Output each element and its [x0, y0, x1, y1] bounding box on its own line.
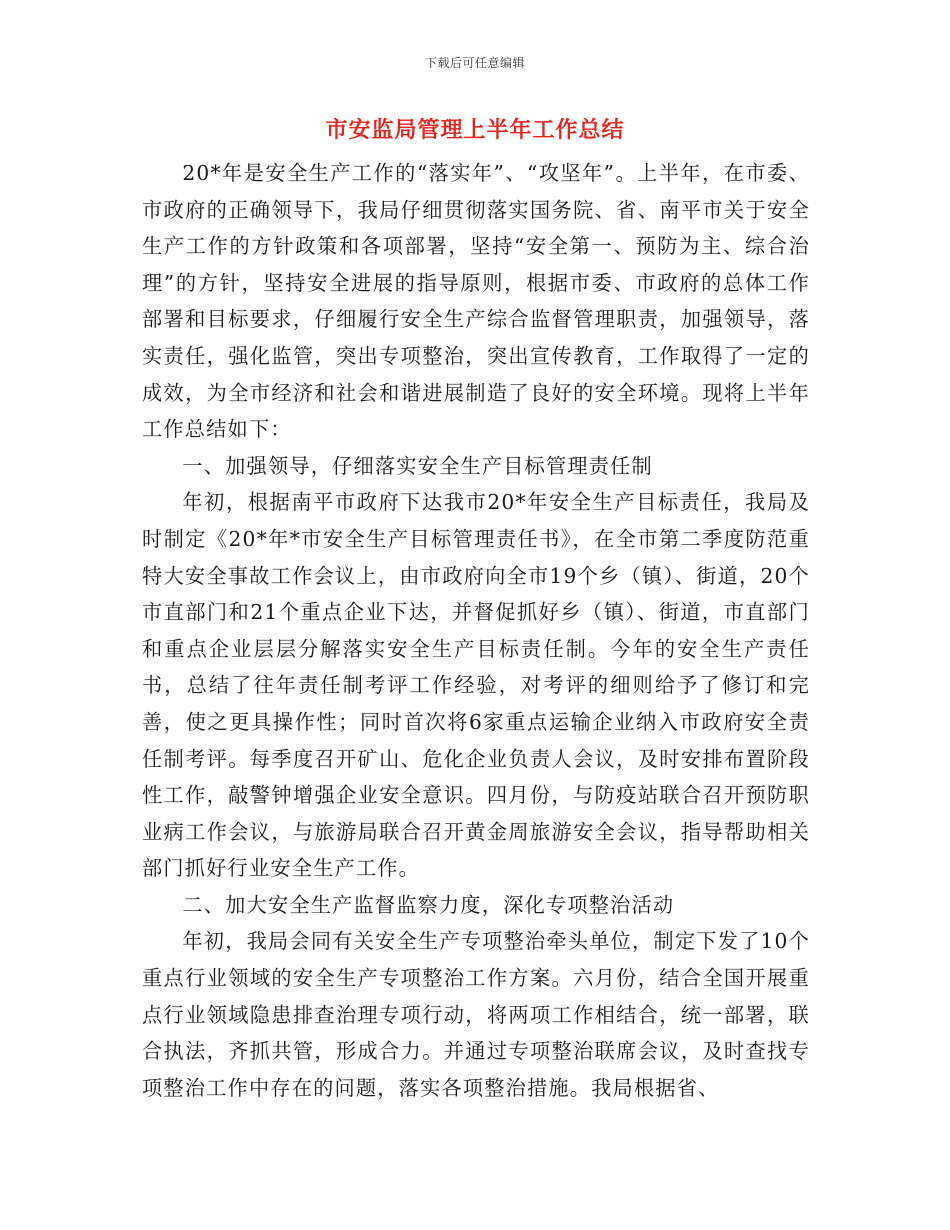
- document-title: 市安监局管理上半年工作总结: [325, 118, 625, 143]
- paragraph-intro: 20*年是安全生产工作的“落实年”、“攻坚年”。上半年，在市委、市政府的正确领导下，我局仔细贯彻落实国务院、省、南平市关于安全生产工作的方针政策和各项部署，坚持“安全第一、预防为主、综合治理”的方针，坚持安全进展的指导原则，根据市委、市政府的总体工作部署和目标要求，仔细履行安全生产综合监督管理职责，加强领导，落实责任，强化监管，突出专项整治，突出宣传教育，工作取得了一定的成效，为全市经济和社会和谐进展制造了良好的安全环境。现将上半年工作总结如下：: [142, 161, 810, 442]
- section-heading-2: 二、加大安全生产监督监察力度，深化专项整治活动: [182, 892, 675, 917]
- header-note: 下载后可任意编辑: [424, 56, 525, 70]
- document-body: [142, 155, 810, 1106]
- paragraph-section-1: 年初，根据南平市政府下达我市20*年安全生产目标责任，我局及时制定《20*年*市安全生产目标管理责任书》，在全市第二季度防范重特大安全事故工作会议上，由市政府向全市19个乡（镇）、街道，20个市直部门和21个重点企业下达，并督促抓好乡（镇）、街道，市直部门和重点企业层层分解落实安全生产目标责任制。今年的安全生产责任书，总结了往年责任制考评工作经验，对考评的细则给予了修订和完善，使之更具操作性；同时首次将6家重点运输企业纳入市政府安全责任制考评。每季度召开矿山、危化企业负责人会议，及时安排布置阶段性工作，敲警钟增强企业安全意识。四月份，与防疫站联合召开预防职业病工作会议，与旅游局联合召开黄金周旅游安全会议，指导帮助相关部门抓好行业安全生产工作。: [142, 490, 810, 881]
- section-heading-1: 一、加强领导，仔细落实安全生产目标管理责任制: [182, 453, 653, 478]
- paragraph-section-2: 年初，我局会同有关安全生产专项整治牵头单位，制定下发了10个重点行业领域的安全生产专项整治工作方案。六月份，结合全国开展重点行业领域隐患排查治理专项行动，将两项工作相结合，统一部署，联合执法，齐抓共管，形成合力。并通过专项整治联席会议，及时查找专项整治工作中存在的问题，落实各项整治措施。我局根据省、: [142, 929, 810, 1100]
